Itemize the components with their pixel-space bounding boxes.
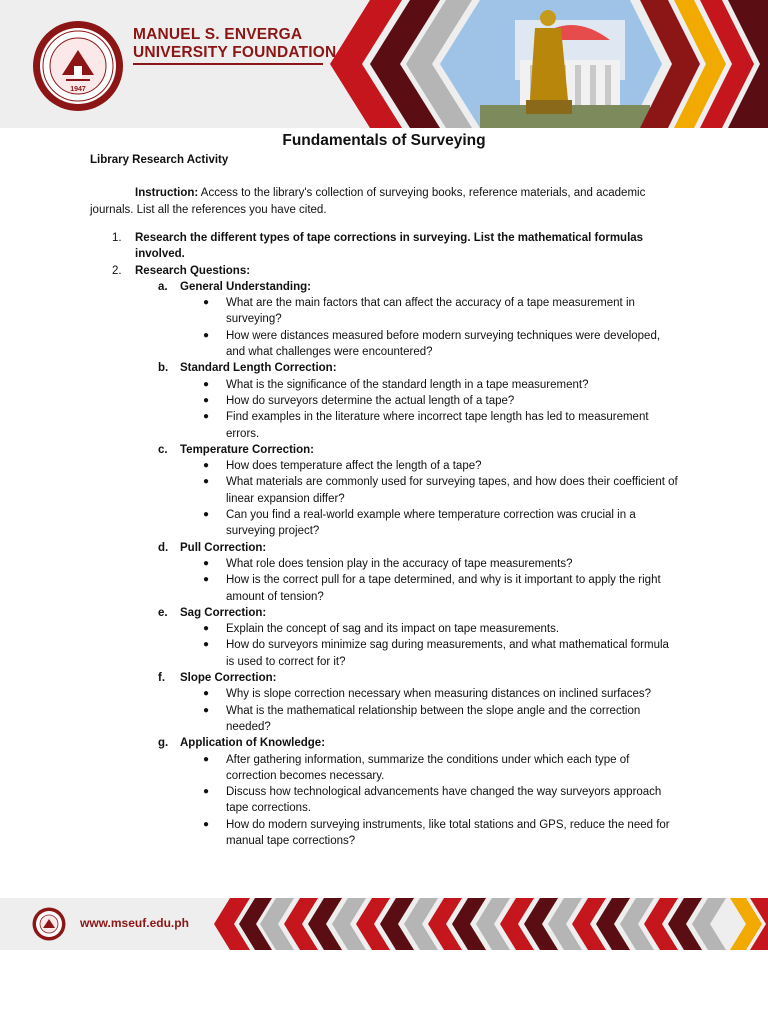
bullet-icon: ● xyxy=(203,639,210,651)
activity-subtitle: Library Research Activity xyxy=(90,154,229,166)
seal-year: 1947 xyxy=(70,86,86,93)
bullet-icon: ● xyxy=(203,574,210,586)
instruction-paragraph xyxy=(90,185,670,218)
section-temperature xyxy=(90,442,680,458)
header-decorative-graphic xyxy=(330,0,768,128)
section-letter: b. xyxy=(158,362,169,375)
section-letter: d. xyxy=(158,541,169,554)
bullet-icon: ● xyxy=(203,688,210,700)
bullet-text: How do surveyors determine the actual length of a tape? xyxy=(226,394,515,407)
organization-name-line2: UNIVERSITY FOUNDATION xyxy=(133,44,337,61)
bullet-text: How is the correct pull for a tape determined, and why is it important to apply the right amount of tension? xyxy=(226,574,661,603)
list-item xyxy=(90,752,680,785)
bullet-text: Find examples in the literature where incorrect tape length has led to measurement errors. xyxy=(226,411,649,440)
list-item xyxy=(90,572,680,605)
bullet-icon: ● xyxy=(203,329,210,341)
bullet-text: How do modern surveying instruments, like total stations and GPS, reduce the need for manual tape corrections? xyxy=(226,818,670,847)
section-letter: c. xyxy=(158,443,168,456)
university-seal-logo xyxy=(32,20,124,112)
bullet-text: How do surveyors minimize sag during measurements, and what mathematical formula is used to correct for it? xyxy=(226,639,669,668)
bullet-text: Can you find a real-world example where temperature correction was crucial in a surveying project? xyxy=(226,509,636,538)
section-letter: f. xyxy=(158,672,166,685)
section-standard-length xyxy=(90,360,680,376)
bullet-text: What is the mathematical relationship between the slope angle and the correction needed? xyxy=(226,704,641,733)
section-letter: a. xyxy=(158,280,168,293)
list-item xyxy=(90,377,680,393)
document-title: Fundamentals of Surveying xyxy=(282,132,486,149)
section-slope xyxy=(90,670,680,686)
bullet-icon: ● xyxy=(203,786,210,798)
section-letter: e. xyxy=(158,606,168,619)
bullet-icon: ● xyxy=(203,411,210,423)
list-item xyxy=(90,458,680,474)
website-link[interactable]: www.mseuf.edu.ph xyxy=(80,916,189,930)
list-item xyxy=(90,409,680,442)
section-pull xyxy=(90,540,680,556)
list-item xyxy=(90,686,680,702)
list-item xyxy=(90,474,680,507)
section-title: Pull Correction: xyxy=(180,541,267,554)
bullet-icon: ● xyxy=(203,476,210,488)
bullet-text: How does temperature affect the length of a tape? xyxy=(226,460,482,473)
bullet-icon: ● xyxy=(203,753,210,765)
bullet-icon: ● xyxy=(203,509,210,521)
bullet-icon: ● xyxy=(203,704,210,716)
section-title: General Understanding: xyxy=(180,280,311,293)
list-number: 1. xyxy=(112,232,122,244)
list-item xyxy=(90,507,680,540)
bullet-text: What materials are commonly used for surveying tapes, and how does their coefficient of linear expansion differ? xyxy=(226,476,678,505)
instruction-text: Access to the library's collection of surveying books, reference materials, and academic journals. List all the references you have cited. xyxy=(90,187,646,216)
bullet-text: Explain the concept of sag and its impact on tape measurements. xyxy=(226,623,560,636)
bullet-icon: ● xyxy=(203,818,210,830)
list-number: 2. xyxy=(112,264,122,277)
bullet-icon: ● xyxy=(203,623,210,635)
list-item xyxy=(90,637,680,670)
list-item-text: Research the different types of tape corrections in surveying. List the mathematical formulas involved. xyxy=(135,232,644,261)
section-title: Application of Knowledge: xyxy=(180,737,326,750)
footer-decorative-graphic xyxy=(200,898,768,950)
section-general-understanding xyxy=(90,279,680,295)
list-item xyxy=(90,393,680,409)
section-application xyxy=(90,735,680,751)
organization-underline xyxy=(133,63,323,65)
list-item xyxy=(90,295,680,328)
bullet-text: Why is slope correction necessary when measuring distances on inclined surfaces? xyxy=(226,688,652,701)
bullet-icon: ● xyxy=(203,297,210,309)
bullet-icon: ● xyxy=(203,394,210,406)
list-item xyxy=(90,328,680,361)
section-title: Temperature Correction: xyxy=(180,443,314,456)
bullet-text: What role does tension play in the accuracy of tape measurements? xyxy=(226,557,573,570)
footer-seal-logo xyxy=(32,907,66,941)
footer-banner xyxy=(0,898,768,950)
bullet-text: What is the significance of the standard length in a tape measurement? xyxy=(226,378,589,391)
bullet-icon: ● xyxy=(203,557,210,569)
organization-name xyxy=(133,26,336,62)
list-item xyxy=(90,784,680,817)
section-title: Standard Length Correction: xyxy=(180,362,337,375)
bullet-text: After gathering information, summarize the conditions under which each type of correction becomes necessary. xyxy=(226,753,630,782)
list-item xyxy=(90,621,680,637)
organization-name-line1: MANUEL S. ENVERGA xyxy=(133,26,303,43)
list-item xyxy=(90,703,680,736)
section-title: Slope Correction: xyxy=(180,672,277,685)
list-item xyxy=(90,817,680,850)
bullet-text: How were distances measured before modern surveying techniques were developed, and what challenges were encountered? xyxy=(226,329,661,359)
instruction-label: Instruction: xyxy=(135,187,199,199)
header-banner xyxy=(0,0,768,128)
bullet-text: What are the main factors that can affect the accuracy of a tape measurement in surveying? xyxy=(226,297,635,326)
section-letter: g. xyxy=(158,737,169,750)
section-title: Sag Correction: xyxy=(180,606,267,619)
section-sag xyxy=(90,605,680,621)
bullet-icon: ● xyxy=(203,460,210,472)
bullet-text: Discuss how technological advancements have changed the way surveyors approach tape corrections. xyxy=(226,786,662,815)
list-item xyxy=(90,556,680,572)
bullet-icon: ● xyxy=(203,378,210,390)
list-item-1 xyxy=(90,230,680,263)
question-list xyxy=(90,230,680,849)
list-item-2 xyxy=(90,263,680,279)
list-item-text: Research Questions: xyxy=(135,264,251,277)
